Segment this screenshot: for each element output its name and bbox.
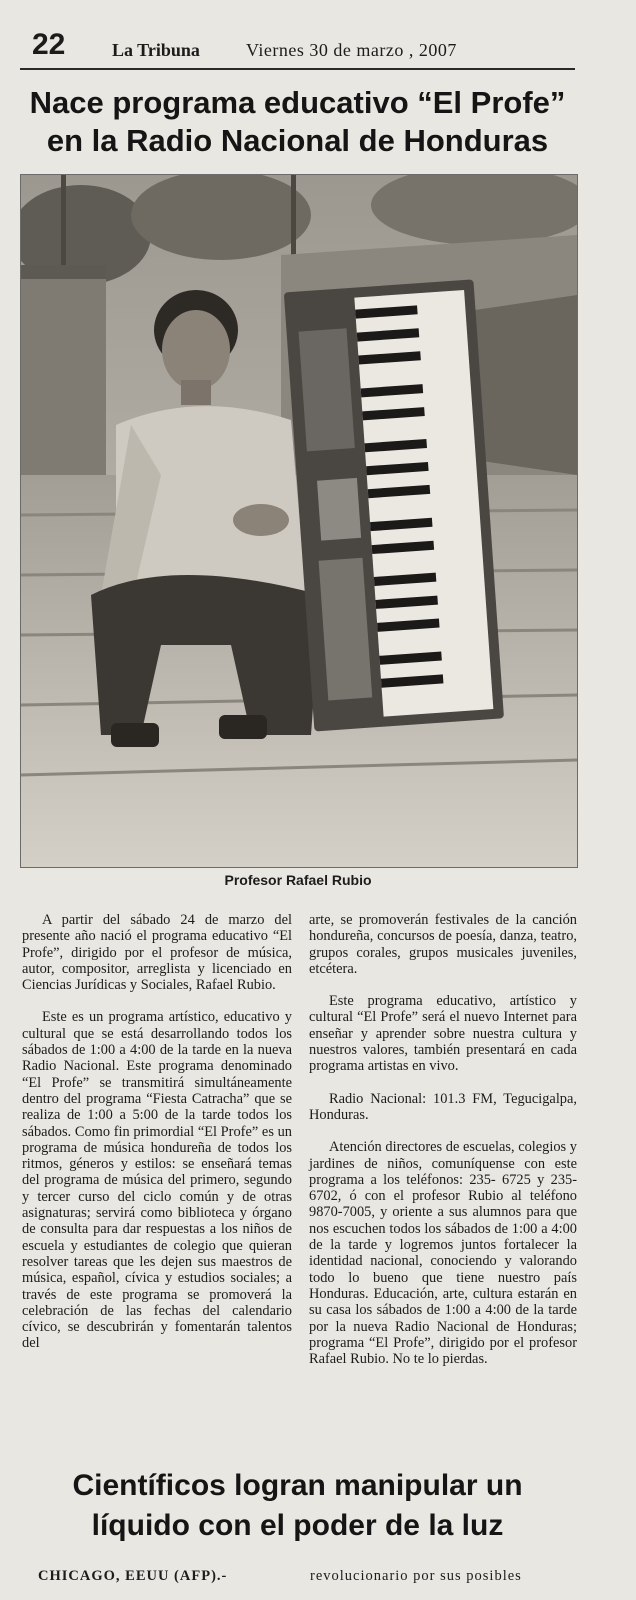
article-paragraph: A partir del sábado 24 de marzo del presente año nació el programa educativo “El Profe”, dirigido por el profesor de música, autor, compositor, arreglista y licenciado en Ciencias Jurídicas y Sociales, Rafael Rubio.	[22, 912, 292, 994]
headline-line-2: en la Radio Nacional de Honduras	[46, 123, 549, 158]
article-paragraph: Este es un programa artístico, educativo y cultural que se está desarrollando todos los sábados de 1:00 a 4:00 de la tarde en la nueva Radio Nacional. Este programa denominado “El Profe” se transmitirá simultáneamente dentro del programa “Fiesta Catracha” que se realiza de 1:00 a 5:00 de la tarde todos los sábados. Como fin primordial “El Profe” es un programa de música hondureña de todos los ritmos, géneros y estilos: se enseñará temas del programa de música del primero, segundo y tercer curso del ciclo común y de otras asignaturas; servirá como biblioteca y órgano de consulta para dar respuestas a los niños de escuela y estudiantes de colegio que quieran resolver tareas que les dejen sus maestros de música, español, cívica y estudios sociales; a través de este programa se promoverá la celebración de las fechas del calendario cívico, se descubrirán y fomentarán talentos del	[22, 1009, 292, 1352]
issue-date: Viernes 30 de marzo , 2007	[246, 40, 457, 60]
photo-caption: Profesor Rafael Rubio	[224, 872, 372, 888]
article-paragraph: Este programa educativo, artístico y cultural “El Profe” será el nuevo Internet para enseñar y aprender sobre nuestra cultura y nuestros valores, también presentará en cada programa artistas en vivo.	[309, 993, 577, 1075]
article-column-left	[22, 912, 292, 1368]
article-headline	[20, 84, 575, 160]
article-column-right	[309, 912, 577, 1383]
next-article-headline	[20, 1466, 575, 1546]
headline-line-2: líquido con el poder de la luz	[91, 1509, 504, 1542]
masthead	[20, 28, 575, 70]
photo-man-with-keyboard	[21, 175, 577, 867]
article-paragraph: Atención directores de escuelas, colegios y jardines de niños, comuníquense con este programa a los teléfonos: 235- 6725 y 235-6702, ó con el profesor Rubio al teléfono 9870-7005, y oriente a sus alumnos para que nos escuchen todos los sábados de 1:00 a 4:00 de la tarde y logremos juntos fortalecer la identidad nacional, conociendo y valorando todo lo bueno que tiene nuestro país Honduras. Educación, arte, cultura estarán en su casa los sábados de 1:00 a 4:00 de la tarde por la nueva Radio Nacional de Honduras; programa “El Profe”, dirigido por el profesor Rafael Rubio. No te lo pierdas.	[309, 1139, 577, 1368]
article-photo	[20, 174, 578, 868]
article-paragraph: arte, se promoverán festivales de la canción hondureña, concursos de poesía, danza, teatro, grupos corales, grupos musicales juveniles, etcétera.	[309, 912, 577, 977]
headline-line-1: Científicos logran manipular un	[72, 1469, 523, 1502]
page-number: 22	[32, 28, 66, 61]
article-paragraph: Radio Nacional: 101.3 FM, Tegucigalpa, Honduras.	[309, 1090, 577, 1123]
newspaper-name: La Tribuna	[112, 40, 200, 60]
next-article-text: revolucionario por sus posibles	[310, 1568, 522, 1584]
headline-line-1: Nace programa educativo “El Profe”	[29, 85, 566, 120]
dateline: CHICAGO, EEUU (AFP).-	[38, 1568, 228, 1584]
